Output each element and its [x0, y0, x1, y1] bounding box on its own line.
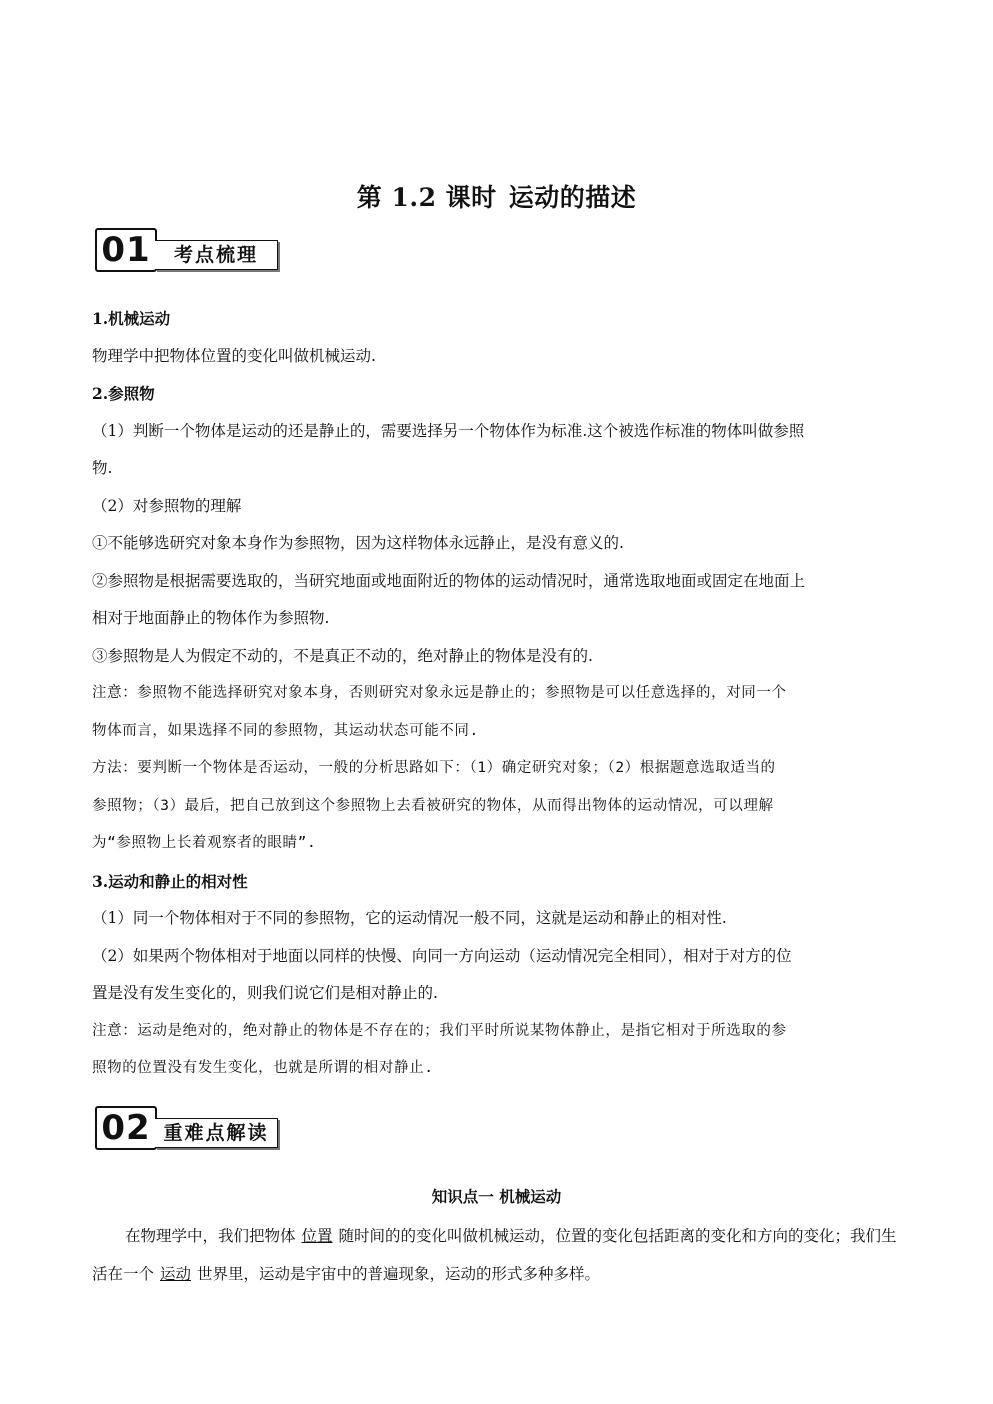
text-line: 相对于地面静止的物体作为参照物. — [92, 609, 330, 627]
text-line: ②参照物是根据需要选取的，当研究地面或地面附近的物体的运动情况时，通常选取地面或固定在地面上 — [92, 571, 806, 590]
knowledge-point-title: 知识点一 机械运动 — [431, 1187, 562, 1206]
section-number: 01 — [95, 228, 157, 272]
heading-relativity: 3.运动和静止的相对性 — [92, 871, 248, 891]
text-line: 置是没有发生变化的，则我们说它们是相对静止的. — [92, 984, 438, 1002]
paragraph-text: 世界里，运动是宇宙中的普遍现象，运动的形式多种多样。 — [197, 1264, 601, 1283]
note-line: 物体而言，如果选择不同的参照物，其运动状态可能不同. — [92, 722, 479, 739]
page-title — [0, 178, 993, 214]
method-line: 为“参照物上长着观察者的眼睛”. — [92, 835, 317, 851]
paragraph-text: 随时间的的变化叫做机械运动，位置的变化包括距离的变化和方向的变化；我们生活在一个 — [92, 1227, 897, 1283]
title-topic: 运动的描述 — [508, 183, 637, 212]
method-line: 参照物；（3）最后，把自己放到这个参照物上去看被研究的物体，从而得出物体的运动情况，可以理解 — [92, 797, 774, 814]
section-number: 02 — [95, 1106, 157, 1150]
section-label: 考点梳理 — [155, 240, 278, 270]
section-1-content — [92, 300, 904, 1088]
heading-reference-object: 2.参照物 — [92, 384, 155, 403]
text-line: ①不能够选研究对象本身作为参照物，因为这样物体永远静止，是没有意义的. — [92, 534, 624, 552]
text-line: 物. — [92, 459, 113, 477]
note-line: 注意：参照物不能选择研究对象本身，否则研究对象永远是静止的；参照物是可以任意选择的，对同一个 — [92, 685, 787, 701]
method-line: 方法：要判断一个物体是否运动，一般的分析思路如下：（1）确定研究对象；（2）根据题意选取适当的 — [92, 760, 776, 776]
text-line: （2）如果两个物体相对于地面以同样的快慢、向同一方向运动（运动情况完全相同），相对于对方的位 — [92, 946, 792, 965]
text-line: 物理学中把物体位置的变化叫做机械运动. — [92, 346, 376, 365]
section-label: 重难点解读 — [155, 1118, 278, 1148]
fill-blank-answer: 位置 — [301, 1227, 333, 1245]
knowledge-paragraph — [92, 1218, 902, 1293]
text-line: （1）判断一个物体是运动的还是静止的，需要选择另一个物体作为标准.这个被选作标准的物体叫做参照 — [92, 421, 805, 440]
heading-mechanical-motion: 1.机械运动 — [92, 309, 171, 328]
paragraph-text: 在物理学中，我们把物体 — [125, 1227, 296, 1245]
title-lesson: 第 1.2 课时 — [356, 183, 497, 212]
note-line: 照物的位置没有发生变化，也就是所谓的相对静止. — [92, 1060, 434, 1076]
text-line: （1）同一个物体相对于不同的参照物，它的运动情况一般不同，这就是运动和静止的相对性. — [92, 909, 727, 927]
note-line: 注意：运动是绝对的，绝对静止的物体是不存在的；我们平时所说某物体静止，是指它相对于所选取的参 — [92, 1022, 787, 1039]
text-line: （2）对参照物的理解 — [92, 496, 242, 515]
text-line: ③参照物是人为假定不动的，不是真正不动的，绝对静止的物体是没有的. — [92, 646, 593, 665]
fill-blank-answer: 运动 — [160, 1264, 192, 1283]
